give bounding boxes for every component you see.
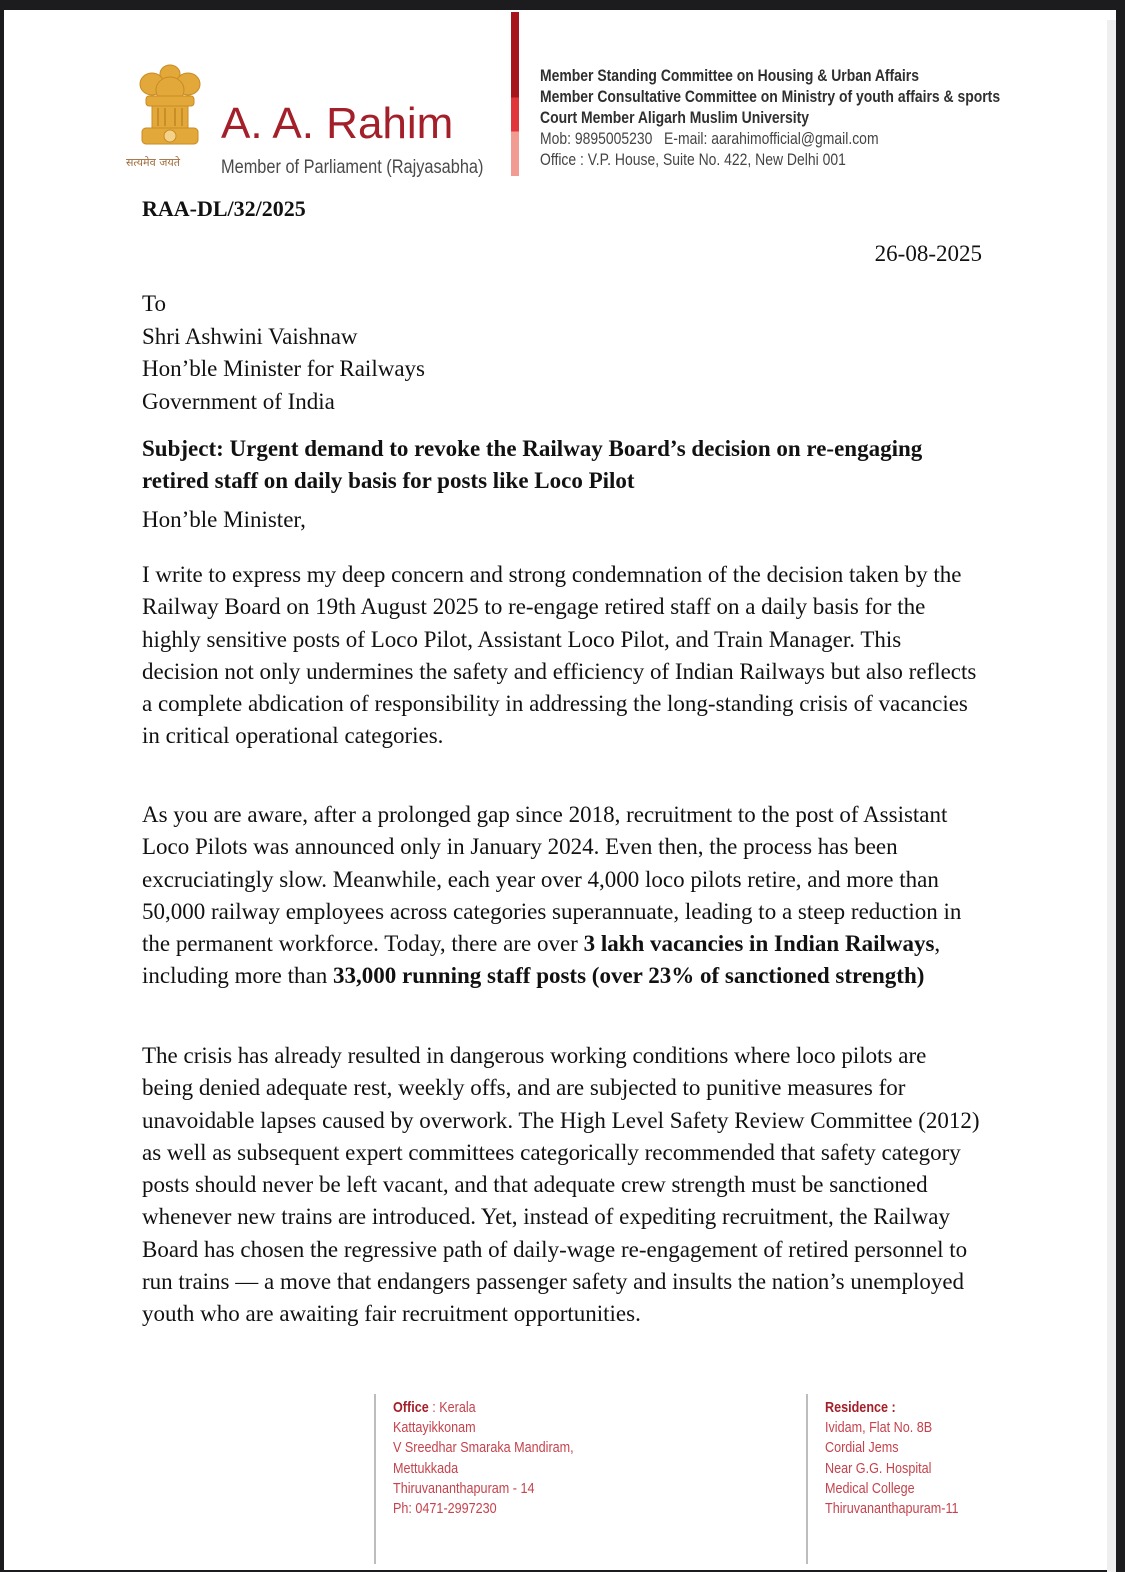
footer-address-line: Medical College bbox=[825, 1479, 915, 1497]
footer-phone: Ph: 0471-2997230 bbox=[393, 1500, 497, 1518]
salutation: Hon’ble Minister, bbox=[142, 507, 306, 532]
letter-date: 26-08-2025 bbox=[874, 241, 982, 266]
footer-address-line: Kattayikkonam bbox=[393, 1419, 476, 1437]
footer-address-line: Cordial Jems bbox=[825, 1439, 899, 1457]
paragraph-2-text: As you are aware, after a prolonged gap since 2018, recruitment to the post of Assistant Loco Pilots was announced only in January 2024. Even then, the process has been excruciatingly slow. Meanwhile, each year over 4,000 loco pilots retire, and more than 50,000 railway employees across categories superannuate, leading to a steep reduction in the permanent workforce. Today, there are over bbox=[142, 802, 962, 957]
paragraph-2 bbox=[142, 799, 982, 993]
footer-office-label: Office bbox=[393, 1399, 429, 1416]
paragraph-2-text: , including more than bbox=[142, 931, 941, 989]
addressee-line: Shri Ashwini Vaishnaw bbox=[142, 323, 358, 349]
email-address: E-mail: aarahimofficial@gmail.com bbox=[664, 129, 879, 148]
footer-address-line: Mettukkada bbox=[393, 1459, 459, 1477]
role-line: Court Member Aligarh Muslim University bbox=[540, 108, 810, 127]
letterhead bbox=[4, 10, 1116, 200]
footer-office-state: : Kerala bbox=[428, 1399, 476, 1416]
letterhead-divider-bar bbox=[511, 12, 519, 176]
footer-address-line: Thiruvananthapuram-11 bbox=[825, 1500, 959, 1518]
footer-residence-label: Residence : bbox=[825, 1399, 896, 1416]
vacancies-highlight: 3 lakh vacancies in Indian Railways bbox=[583, 931, 935, 957]
role-line: Member Consultative Committee on Ministry of youth affairs & sports bbox=[540, 87, 1001, 106]
contact-line bbox=[540, 128, 1000, 149]
mp-name: A. A. Rahim bbox=[221, 99, 454, 148]
footer-address-line: Ividam, Flat No. 8B bbox=[825, 1419, 933, 1437]
addressee-block bbox=[142, 288, 425, 418]
running-staff-highlight: 33,000 running staff posts (over 23% of sanctioned strength) bbox=[333, 963, 925, 989]
footer-kerala-office bbox=[374, 1394, 608, 1564]
addressee-line: Hon’ble Minister for Railways bbox=[142, 356, 425, 381]
role-line: Member Standing Committee on Housing & Urban Affairs bbox=[540, 66, 919, 85]
committee-roles bbox=[540, 65, 1000, 170]
footer-address-line: Thiruvananthapuram - 14 bbox=[393, 1479, 535, 1497]
paragraph-1: I write to express my deep concern and strong condemnation of the decision taken by the Railway Board on 19th August 2025 to re-engage retired staff on a daily basis for the highly sensitive posts of Loco Pilot, Assistant Loco Pilot, and Train Manager. This decision not only undermines the safety and efficiency of Indian Railways but also reflects a complete abdication of responsibility in addressing the long-standing crisis of vacancies in critical operational categories. bbox=[142, 562, 977, 749]
footer-residence bbox=[806, 1394, 984, 1564]
addressee-line: Government of India bbox=[142, 388, 335, 414]
page-edge-shadow bbox=[1107, 20, 1116, 1572]
delhi-office-address: Office : V.P. House, Suite No. 422, New Delhi 001 bbox=[540, 150, 846, 169]
addressee-line: To bbox=[142, 291, 166, 316]
national-emblem-icon bbox=[130, 60, 210, 165]
paragraph-3: The crisis has already resulted in dangerous working conditions where loco pilots are being denied adequate rest, weekly offs, and are subjected to punitive measures for unavoidable lapses caused by overwork. The High Level Safety Review Committee (2012) as well as subsequent expert committees categorically recommended that safety category posts should never be left vacant, and that adequate crew strength must be sanctioned whenever new trains are introduced. Yet, instead of expediting recruitment, the Railway Board has chosen the regressive path of daily-wage re-engagement of retired personnel to run trains — a move that endangers passenger safety and insults the nation’s unemployed youth who are awaiting fair recruitment opportunities. bbox=[142, 1043, 980, 1327]
subject-line: Subject: Urgent demand to revoke the Railway Board’s decision on re-engaging retired staff on daily basis for posts like Loco Pilot bbox=[142, 436, 923, 493]
emblem-motto: सत्यमेव जयते bbox=[126, 156, 181, 169]
footer-address-line: Near G.G. Hospital bbox=[825, 1459, 932, 1477]
letter-page bbox=[4, 10, 1116, 1570]
footer-address-line: V Sreedhar Smaraka Mandiram, bbox=[393, 1439, 574, 1457]
reference-number: RAA-DL/32/2025 bbox=[142, 196, 306, 221]
mp-title: Member of Parliament (Rajyasabha) bbox=[221, 157, 484, 178]
mobile-number: Mob: 9895005230 bbox=[540, 129, 653, 148]
